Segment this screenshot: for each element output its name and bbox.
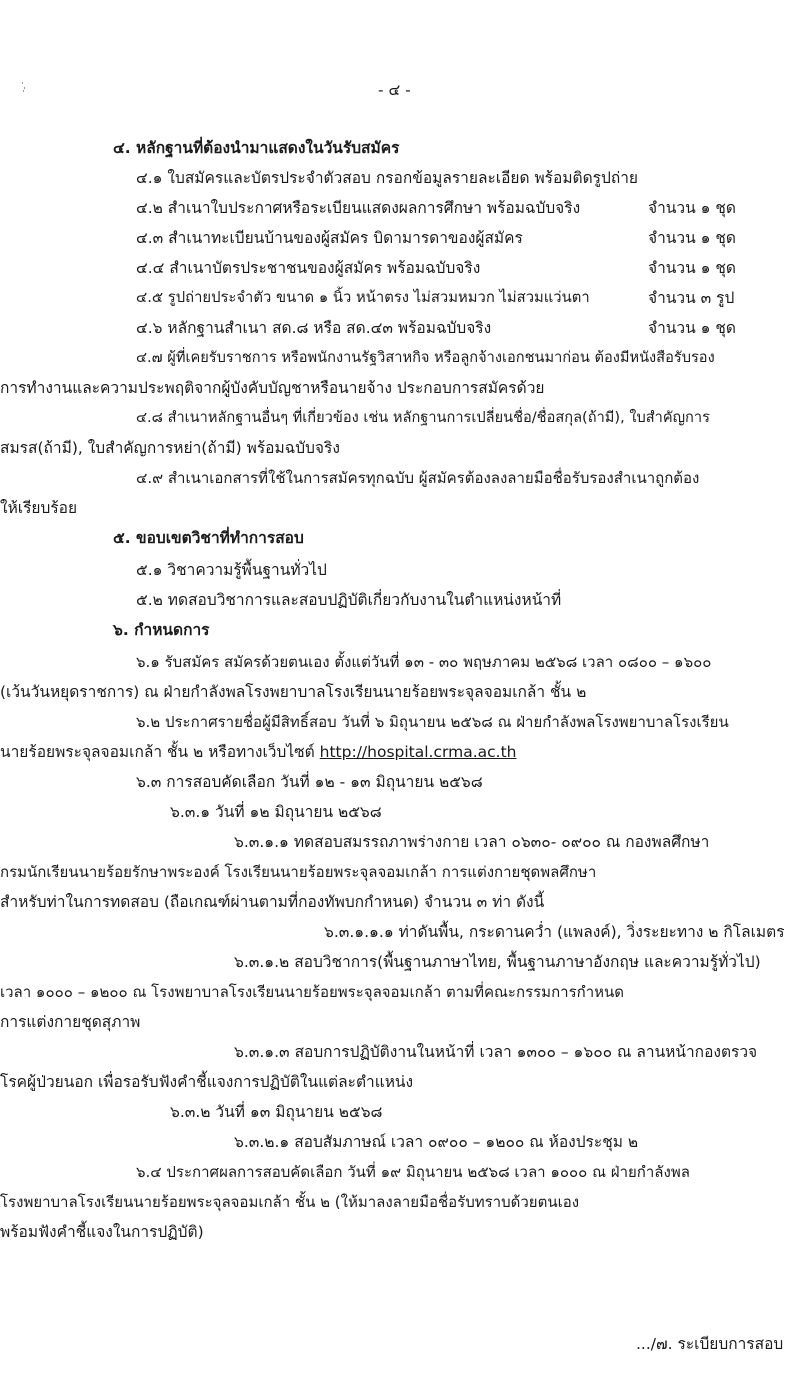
item-6-1-line-1: ๖.๑ รับสมัคร สมัครด้วยตนเอง ตั้งแต่วันที่ ๑๓ - ๓๐ พฤษภาคม ๒๕๖๘ เวลา ๐๘๐๐ – ๑๖๐๐: [136, 653, 712, 671]
item-4-1: ๔.๑ ใบสมัครและบัตรประจำตัวสอบ กรอกข้อมูลรายละเอียด พร้อมติดรูปถ่าย: [136, 169, 639, 187]
section-5-heading: ๕. ขอบเขตวิชาที่ทำการสอบ: [113, 529, 304, 547]
item-6-3: ๖.๓ การสอบคัดเลือก วันที่ ๑๒ - ๑๓ มิถุนายน ๒๕๖๘: [136, 773, 483, 791]
item-4-5: ๔.๕ รูปถ่ายประจำตัว ขนาด ๑ นิ้ว หน้าตรง ไม่สวมหมวก ไม่สวมแว่นตา: [136, 289, 590, 306]
item-6-2-line-2: [0, 742, 516, 762]
item-6-3-2: ๖.๓.๒ วันที่ ๑๓ มิถุนายน ๒๕๖๘: [170, 1103, 383, 1121]
item-6-3-1-1-1: ๖.๓.๑.๑.๑ ท่าดันพื้น, กระดานคว่ำ (แพลงค์), วิ่งระยะทาง ๒ กิโลเมตร: [324, 923, 785, 941]
item-5-1: ๕.๑ วิชาความรู้พื้นฐานทั่วไป: [136, 561, 327, 579]
item-6-3-1-3-line-2: โรคผู้ป่วยนอก เพื่อรอรับฟังคำชี้แจงการปฏิบัติในแต่ละตำแหน่ง: [0, 1073, 414, 1091]
item-6-3-1-1-line-1: ๖.๓.๑.๑ ทดสอบสมรรถภาพร่างกาย เวลา ๐๖๓๐- ๐๙๐๐ ณ กองพลศึกษา: [234, 833, 710, 851]
scan-speck: [22, 82, 25, 92]
item-6-3-1-1-line-2: กรมนักเรียนนายร้อยรักษาพระองค์ โรงเรียนนายร้อยพระจุลจอมเกล้า การแต่งกายชุดพลศึกษา: [0, 863, 597, 881]
item-6-2-line-1: ๖.๒ ประกาศรายชื่อผู้มีสิทธิ์สอบ วันที่ ๖ มิถุนายน ๒๕๖๘ ณ ฝ่ายกำลังพลโรงพยาบาลโรงเรียน: [136, 713, 729, 731]
section-4-heading: ๔. หลักฐานที่ต้องนำมาแสดงในวันรับสมัคร: [113, 139, 400, 157]
item-6-3-1-1-line-3: สำหรับท่าในการทดสอบ (ถือเกณฑ์ผ่านตามที่กองทัพบกกำหนด) จำนวน ๓ ท่า ดังนี้: [0, 893, 545, 911]
item-6-3-1-2-line-3: การแต่งกายชุดสุภาพ: [0, 1013, 141, 1031]
item-4-4-quantity: จำนวน ๑ ชุด: [648, 259, 736, 277]
item-4-7-line-1: ๔.๗ ผู้ที่เคยรับราชการ หรือพนักงานรัฐวิสาหกิจ หรือลูกจ้างเอกชนมาก่อน ต้องมีหนังสือรับรอง: [136, 349, 715, 366]
hospital-website-link[interactable]: http://hospital.crma.ac.th: [319, 743, 517, 761]
item-4-6-quantity: จำนวน ๑ ชุด: [648, 319, 736, 337]
item-4-9-line-2: ให้เรียบร้อย: [0, 499, 78, 517]
item-4-8-line-1: ๔.๘ สำเนาหลักฐานอื่นๆ ที่เกี่ยวข้อง เช่น หลักฐานการเปลี่ยนชื่อ/ชื่อสกุล(ถ้ามี), ใบสำคัญการ: [136, 409, 710, 426]
item-4-7-line-2: การทำงานและความประพฤติจากผู้บังคับบัญชาหรือนายจ้าง ประกอบการสมัครด้วย: [0, 379, 545, 397]
item-6-3-1: ๖.๓.๑ วันที่ ๑๒ มิถุนายน ๒๕๖๘: [170, 803, 382, 821]
item-6-4-line-1: ๖.๔ ประกาศผลการสอบคัดเลือก วันที่ ๑๙ มิถุนายน ๒๕๖๘ เวลา ๑๐๐๐ ณ ฝ่ายกำลังพล: [136, 1163, 690, 1181]
item-6-3-1-3-line-1: ๖.๓.๑.๓ สอบการปฏิบัติงานในหน้าที่ เวลา ๑๓๐๐ – ๑๖๐๐ ณ ลานหน้ากองตรวจ: [234, 1043, 758, 1061]
item-4-4: ๔.๔ สำเนาบัตรประชาชนของผู้สมัคร พร้อมฉบับจริง: [136, 259, 481, 277]
item-6-3-1-2-line-2: เวลา ๑๐๐๐ – ๑๒๐๐ ณ โรงพยาบาลโรงเรียนนายร้อยพระจุลจอมเกล้า ตามที่คณะกรรมการกำหนด: [0, 983, 625, 1001]
item-4-2-quantity: จำนวน ๑ ชุด: [648, 199, 736, 217]
item-6-3-2-1: ๖.๓.๒.๑ สอบสัมภาษณ์ เวลา ๐๙๐๐ – ๑๒๐๐ ณ ห้องประชุม ๒: [234, 1133, 639, 1151]
item-5-2: ๕.๒ ทดสอบวิชาการและสอบปฏิบัติเกี่ยวกับงานในตำแหน่งหน้าที่: [136, 591, 562, 609]
footer-continuation: .../๗. ระเบียบการสอบ: [636, 1335, 784, 1353]
item-4-9-line-1: ๔.๙ สำเนาเอกสารที่ใช้ในการสมัครทุกฉบับ ผู้สมัครต้องลงลายมือชื่อรับรองสำเนาถูกต้อง: [136, 469, 700, 487]
item-6-4-line-3: พร้อมฟังคำชี้แจงในการปฏิบัติ): [0, 1223, 204, 1241]
item-4-8-line-2: สมรส(ถ้ามี), ใบสำคัญการหย่า(ถ้ามี) พร้อมฉบับจริง: [0, 439, 340, 457]
item-6-3-1-2-line-1: ๖.๓.๑.๒ สอบวิชาการ(พื้นฐานภาษาไทย, พื้นฐานภาษาอังกฤษ และความรู้ทั่วไป): [234, 953, 761, 971]
item-6-2-line-2-text: นายร้อยพระจุลจอมเกล้า ชั้น ๒ หรือทางเว็บไซต์: [0, 743, 320, 761]
page-number: - ๔ -: [378, 81, 411, 99]
item-4-6: ๔.๖ หลักฐานสำเนา สด.๘ หรือ สด.๔๓ พร้อมฉบับจริง: [136, 319, 492, 337]
item-4-3-quantity: จำนวน ๑ ชุด: [648, 229, 736, 247]
item-6-1-line-2: (เว้นวันหยุดราชการ) ณ ฝ่ายกำลังพลโรงพยาบาลโรงเรียนนายร้อยพระจุลจอมเกล้า ชั้น ๒: [0, 683, 587, 701]
item-4-2: ๔.๒ สำเนาใบประกาศหรือระเบียนแสดงผลการศึกษา พร้อมฉบับจริง: [136, 199, 581, 217]
section-6-heading: ๖. กำหนดการ: [113, 621, 210, 639]
item-4-3: ๔.๓ สำเนาทะเบียนบ้านของผู้สมัคร บิดามารดาของผู้สมัคร: [136, 229, 523, 247]
item-4-5-quantity: จำนวน ๓ รูป: [648, 289, 735, 307]
item-6-4-line-2: โรงพยาบาลโรงเรียนนายร้อยพระจุลจอมเกล้า ชั้น ๒ (ให้มาลงลายมือชื่อรับทราบด้วยตนเอง: [0, 1193, 580, 1211]
